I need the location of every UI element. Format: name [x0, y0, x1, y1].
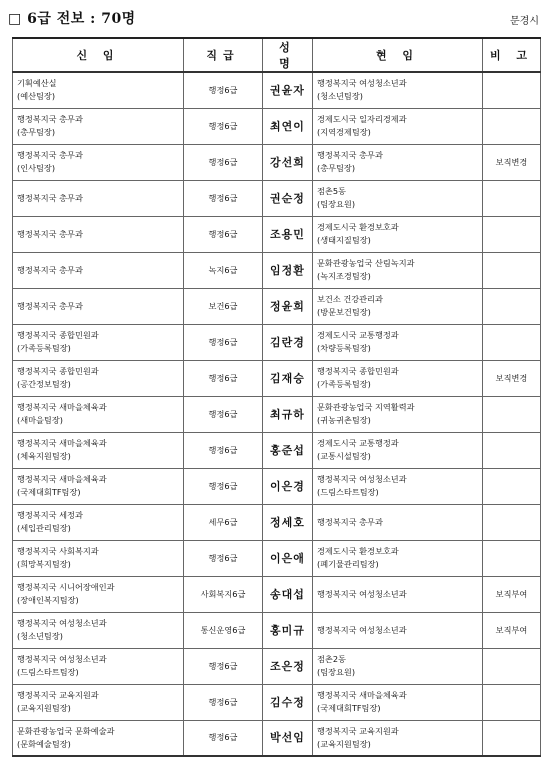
note-cell: [483, 396, 541, 432]
current_post-line: (폐기물관리팀장): [317, 559, 379, 569]
name-cell: 정세호: [263, 504, 313, 540]
current_post-line: (총무팀장): [317, 163, 356, 173]
current-post-cell: [313, 288, 483, 324]
current_post-line: 행정복지국 총무과: [317, 516, 383, 527]
name-cell: 정윤희: [263, 288, 313, 324]
new_post-line: 행정복지국 새마을체육과: [17, 438, 107, 448]
name-cell: 임정환: [263, 252, 313, 288]
current-post-cell: [313, 432, 483, 468]
grade-cell: 행정6급: [184, 396, 263, 432]
name-cell: 김란경: [263, 324, 313, 360]
new_post-line: (드림스타트팀장): [17, 667, 79, 677]
current-post-cell: [313, 324, 483, 360]
grade-cell: 행정6급: [184, 684, 263, 720]
grade-cell: 행정6급: [184, 360, 263, 396]
new_post-line: 행정복지국 총무과: [17, 192, 83, 203]
new_post-line: (체육지원팀장): [17, 451, 71, 461]
page-title: □ 6급 전보 : 70명: [8, 11, 136, 27]
table-row: [13, 288, 541, 324]
note-cell: 보직변경: [483, 360, 541, 396]
new_post-line: 행정복지국 새마을체육과: [17, 402, 107, 412]
grade-cell: 행정6급: [184, 180, 263, 216]
new-post-cell: [13, 72, 184, 108]
note-cell: [483, 468, 541, 504]
new_post-line: (국제대회TF팀장): [17, 487, 81, 497]
current-post-cell: [313, 144, 483, 180]
organization-label: 문경시: [510, 16, 539, 27]
new-post-cell: [13, 684, 184, 720]
name-cell: 강선희: [263, 144, 313, 180]
name-cell: 김수정: [263, 684, 313, 720]
name-cell: 이은애: [263, 540, 313, 576]
grade-cell: 행정6급: [184, 648, 263, 684]
new-post-cell: [13, 468, 184, 504]
grade-cell: 행정6급: [184, 108, 263, 144]
current_post-line: 행정복지국 여성청소년과: [317, 474, 407, 484]
current_post-line: (교통시설팀장): [317, 451, 371, 461]
table-header-row: [13, 38, 541, 72]
new_post-line: 행정복지국 교육지원과: [17, 690, 99, 700]
table-row: [13, 648, 541, 684]
column-header-new-post: 신 임: [13, 38, 184, 72]
note-cell: [483, 324, 541, 360]
current-post-cell: [313, 468, 483, 504]
new_post-line: (새마을팀장): [17, 415, 63, 425]
table-row: [13, 180, 541, 216]
new_post-line: 행정복지국 총무과: [17, 300, 83, 311]
note-cell: [483, 684, 541, 720]
current-post-cell: [313, 216, 483, 252]
note-cell: 보직부여: [483, 576, 541, 612]
grade-cell: 통신운영6급: [184, 612, 263, 648]
current_post-line: (가족등록팀장): [317, 379, 371, 389]
new-post-cell: [13, 720, 184, 756]
new_post-line: 문화관광농업국 문화예술과: [17, 725, 115, 736]
grade-cell: 행정6급: [184, 432, 263, 468]
current_post-line: (청소년팀장): [317, 91, 363, 102]
new-post-cell: [13, 504, 184, 540]
table-row: [13, 540, 541, 576]
current_post-line: 점촌2동: [317, 654, 346, 664]
current-post-cell: [313, 540, 483, 576]
current-post-cell: [313, 684, 483, 720]
current_post-line: 행정복지국 여성청소년과: [317, 624, 407, 635]
new-post-cell: [13, 432, 184, 468]
new-post-cell: [13, 108, 184, 144]
new_post-line: 행정복지국 여성청소년과: [17, 654, 107, 664]
new-post-cell: [13, 612, 184, 648]
grade-cell: 행정6급: [184, 144, 263, 180]
current_post-line: (드림스타트팀장): [317, 487, 379, 497]
new_post-line: (교육지원팀장): [17, 703, 71, 713]
column-header-grade: 직급: [184, 38, 263, 72]
grade-cell: 행정6급: [184, 468, 263, 504]
table-row: [13, 324, 541, 360]
table-row: [13, 504, 541, 540]
current-post-cell: [313, 180, 483, 216]
table-row: [13, 684, 541, 720]
current_post-line: 경제도시국 교통행정과: [317, 330, 399, 340]
table-row: [13, 432, 541, 468]
current_post-line: 행정복지국 종합민원과: [317, 366, 399, 376]
new-post-cell: [13, 648, 184, 684]
grade-cell: 행정6급: [184, 720, 263, 756]
table-row: [13, 612, 541, 648]
new_post-line: 행정복지국 총무과: [17, 264, 83, 275]
current-post-cell: [313, 720, 483, 756]
new-post-cell: [13, 396, 184, 432]
name-cell: 홍준섭: [263, 432, 313, 468]
note-cell: [483, 108, 541, 144]
grade-cell: 행정6급: [184, 72, 263, 108]
new-post-cell: [13, 216, 184, 252]
note-cell: [483, 540, 541, 576]
current_post-line: 행정복지국 새마을체육과: [317, 690, 407, 700]
current_post-line: 문화관광농업국 산림녹지과: [317, 258, 415, 268]
table-row: [13, 72, 541, 108]
table-row: [13, 576, 541, 612]
table-row: [13, 252, 541, 288]
new_post-line: 행정복지국 종합민원과: [17, 366, 99, 376]
new_post-line: 행정복지국 총무과: [17, 114, 83, 124]
new-post-cell: [13, 288, 184, 324]
name-cell: 권윤자: [263, 72, 313, 108]
note-cell: 보직부여: [483, 612, 541, 648]
note-cell: [483, 252, 541, 288]
note-cell: [483, 720, 541, 756]
grade-cell: 행정6급: [184, 324, 263, 360]
name-cell: 최연이: [263, 108, 313, 144]
current-post-cell: [313, 72, 483, 108]
grade-cell: 세무6급: [184, 504, 263, 540]
note-cell: [483, 648, 541, 684]
new-post-cell: [13, 576, 184, 612]
current-post-cell: [313, 648, 483, 684]
new_post-line: 행정복지국 사회복지과: [17, 546, 99, 556]
new_post-line: (인사팀장): [17, 163, 56, 173]
name-cell: 박선임: [263, 720, 313, 756]
new_post-line: 행정복지국 종합민원과: [17, 330, 99, 340]
table-row: [13, 216, 541, 252]
current_post-line: (차량등록팀장): [317, 343, 371, 353]
new_post-line: (청소년팀장): [17, 631, 63, 641]
name-cell: 조용민: [263, 216, 313, 252]
current_post-line: 행정복지국 교육지원과: [317, 725, 399, 736]
current_post-line: 행정복지국 여성청소년과: [317, 78, 407, 89]
new_post-line: (세입관리팀장): [17, 523, 71, 533]
column-header-note: 비 고: [483, 38, 541, 72]
grade-cell: 사회복지6급: [184, 576, 263, 612]
name-cell: 최규하: [263, 396, 313, 432]
table-row: [13, 468, 541, 504]
new_post-line: (희망복지팀장): [17, 559, 71, 569]
note-cell: [483, 72, 541, 108]
new_post-line: (장애인복지팀장): [17, 595, 79, 605]
name-cell: 홍미규: [263, 612, 313, 648]
current_post-line: (교육지원팀장): [317, 738, 371, 749]
current_post-line: 보건소 건강관리과: [317, 294, 383, 304]
new-post-cell: [13, 540, 184, 576]
current_post-line: (지역경제팀장): [317, 127, 371, 137]
current_post-line: 경제도시국 교통행정과: [317, 438, 399, 448]
grade-cell: 행정6급: [184, 540, 263, 576]
current_post-line: (생태지질팀장): [317, 235, 371, 245]
table-row: [13, 108, 541, 144]
name-cell: 송대섭: [263, 576, 313, 612]
new_post-line: 행정복지국 세정과: [17, 510, 83, 520]
current-post-cell: [313, 504, 483, 540]
new-post-cell: [13, 252, 184, 288]
grade-cell: 녹지6급: [184, 252, 263, 288]
grade-cell: 보건6급: [184, 288, 263, 324]
name-cell: 이은경: [263, 468, 313, 504]
personnel-table: [12, 37, 541, 757]
new_post-line: (가족등록팀장): [17, 343, 71, 353]
note-cell: [483, 288, 541, 324]
new_post-line: 기획예산실: [17, 78, 57, 89]
note-cell: 보직변경: [483, 144, 541, 180]
new_post-line: (총무팀장): [17, 127, 56, 137]
name-cell: 김재승: [263, 360, 313, 396]
current_post-line: (팀장요원): [317, 667, 356, 677]
current_post-line: (귀농귀촌팀장): [317, 415, 371, 425]
page-header: [0, 6, 551, 30]
new-post-cell: [13, 144, 184, 180]
name-cell: 조은정: [263, 648, 313, 684]
table-row: [13, 144, 541, 180]
new_post-line: (공간정보팀장): [17, 379, 71, 389]
new_post-line: 행정복지국 새마을체육과: [17, 474, 107, 484]
note-cell: [483, 432, 541, 468]
current-post-cell: [313, 108, 483, 144]
current_post-line: (팀장요원): [317, 199, 356, 209]
current_post-line: (국제대회TF팀장): [317, 703, 381, 713]
new_post-line: 행정복지국 총무과: [17, 228, 83, 239]
current_post-line: 경제도시국 일자리경제과: [317, 114, 407, 124]
new_post-line: (문화예술팀장): [17, 738, 71, 749]
current_post-line: 문화관광농업국 지역활력과: [317, 402, 415, 412]
new_post-line: 행정복지국 총무과: [17, 150, 83, 160]
column-header-current-post: 현 임: [313, 38, 483, 72]
current-post-cell: [313, 576, 483, 612]
note-cell: [483, 216, 541, 252]
new-post-cell: [13, 360, 184, 396]
current_post-line: 경제도시국 환경보호과: [317, 222, 399, 232]
table-row: [13, 360, 541, 396]
new-post-cell: [13, 180, 184, 216]
current_post-line: 점촌5동: [317, 186, 346, 196]
current-post-cell: [313, 252, 483, 288]
column-header-name: 성 명: [263, 38, 313, 72]
note-cell: [483, 504, 541, 540]
current-post-cell: [313, 612, 483, 648]
current_post-line: (녹지조경팀장): [317, 271, 371, 281]
table-body: [13, 72, 541, 756]
current-post-cell: [313, 396, 483, 432]
current_post-line: 경제도시국 환경보호과: [317, 546, 399, 556]
current_post-line: (방문보건팀장): [317, 307, 371, 317]
current-post-cell: [313, 360, 483, 396]
current_post-line: 행정복지국 여성청소년과: [317, 588, 407, 599]
note-cell: [483, 180, 541, 216]
grade-cell: 행정6급: [184, 216, 263, 252]
table-row: [13, 720, 541, 756]
name-cell: 권순정: [263, 180, 313, 216]
current_post-line: 행정복지국 총무과: [317, 150, 383, 160]
new_post-line: 행정복지국 여성청소년과: [17, 618, 107, 628]
table-row: [13, 396, 541, 432]
new_post-line: 행정복지국 시니어장애인과: [17, 582, 115, 592]
new_post-line: (예산팀장): [17, 91, 56, 102]
new-post-cell: [13, 324, 184, 360]
